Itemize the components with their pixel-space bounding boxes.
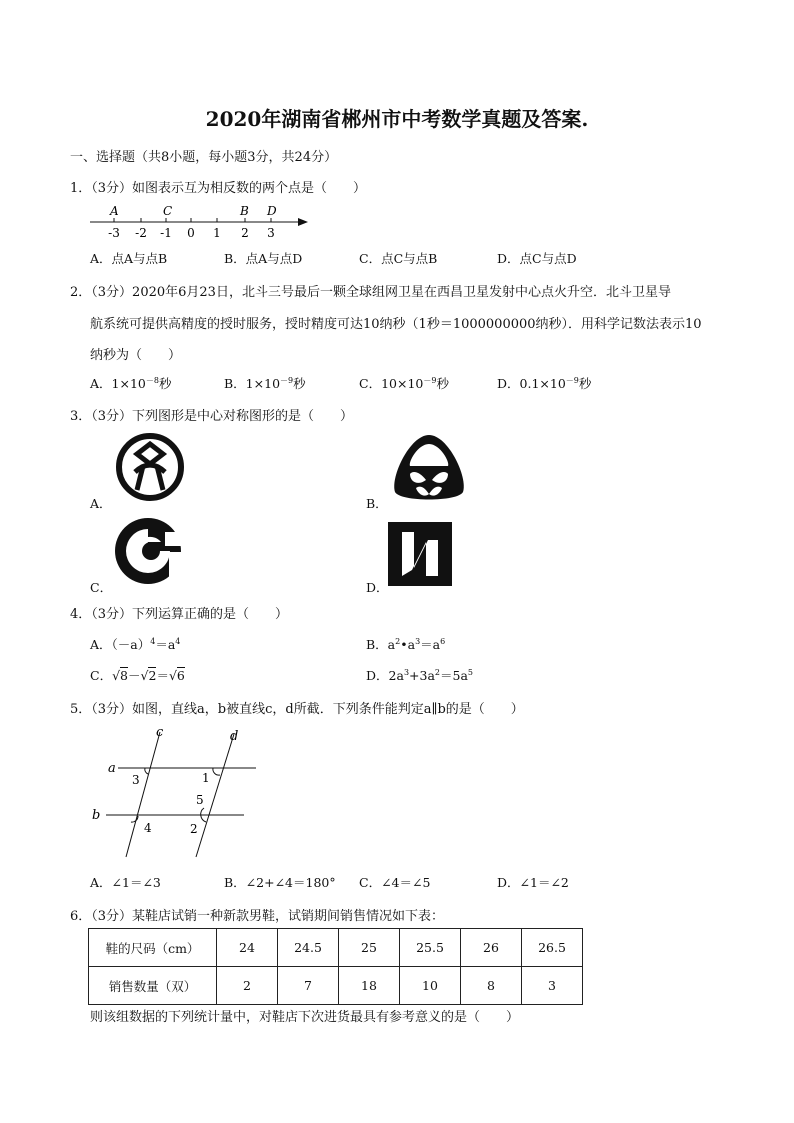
question-2-line2: 航系统可提供高精度的授时服务，授时精度可达10纳秒（1秒＝1000000000纳秒）．用科学记数法表示10 [90,317,702,332]
q3-label-d: D． [366,580,389,595]
figure-a-logo-icon [115,432,185,502]
question-1-stem: 1．（3分）如图表示互为相反数的两个点是（ ） [70,181,367,196]
point-label-b: B [240,204,249,218]
table-cell: 2 [217,967,278,1005]
table-row-header: 鞋的尺码（cm） [89,929,217,967]
label-a: a [108,761,116,776]
question-6-stem: 6．（3分）某鞋店试销一种新款男鞋，试销期间销售情况如下表： [70,909,445,924]
table-row [89,929,583,967]
figure-b-logo-icon [388,432,470,502]
tick-label: -2 [135,226,147,240]
question-5-stem: 5．（3分）如图，直线a，b被直线c，d所截．下列条件能判定a∥b的是（ ） [70,702,524,717]
q5-option-b: B．∠2+∠4＝180° [224,875,336,890]
q4-option-d: D．$2a^3+3a^2=5a^5$ [366,667,474,683]
number-line-figure [88,200,313,240]
q1-option-b: B．点A与点D [224,251,303,266]
table-row [89,967,583,1005]
table-cell: 7 [278,967,339,1005]
q2-option-a: A．$1\times 10^{-8}$秒 [90,375,172,391]
angle-4: 4 [144,821,152,835]
table-cell: 25.5 [400,929,461,967]
question-2-line3: 纳秒为（ ） [90,348,182,363]
tick-label: 1 [213,226,221,240]
table-row-header: 销售数量（双） [89,967,217,1005]
table-cell: 24 [217,929,278,967]
table-cell: 24.5 [278,929,339,967]
line-c [126,732,160,857]
q4-option-c: C．√8－√2＝√6 [90,668,185,683]
q5-option-c: C．∠4＝∠5 [359,875,431,890]
point-label-c: C [163,204,173,218]
question-3-stem: 3．（3分）下列图形是中心对称图形的是（ ） [70,409,354,424]
table-cell: 26.5 [522,929,583,967]
figure-d-logo-icon [388,522,452,586]
point-label-a: A [110,204,119,218]
question-2-line1: 2．（3分）2020年6月23日，北斗三号最后一颗全球组网卫星在西昌卫星发射中心点火升空．北斗卫星导 [70,285,671,300]
label-c: c [156,725,164,740]
shoe-sales-table [88,928,583,1005]
tick-label: -3 [108,226,120,240]
q2-option-b: B．$1\times 10^{-9}$秒 [224,375,306,391]
parallel-lines-figure [88,722,268,862]
table-cell: 3 [522,967,583,1005]
page-title: 2020年湖南省郴州市中考数学真题及答案. [205,107,589,131]
section-heading: 一、选择题（共8小题，每小题3分，共24分） [70,150,338,165]
angle-5: 5 [196,793,204,807]
sqrt-icon: √8 [112,668,128,683]
q3-label-a: A． [90,496,112,511]
q5-option-a: A．∠1＝∠3 [90,875,161,890]
table-cell: 10 [400,967,461,1005]
question-4-stem: 4．（3分）下列运算正确的是（ ） [70,607,289,622]
question-6-followup: 则该组数据的下列统计量中，对鞋店下次进货最具有参考意义的是（ ） [90,1010,520,1025]
tick-label: 0 [187,226,195,240]
label-d: d [230,729,239,744]
tick-label: -1 [160,226,172,240]
q3-label-b: B． [366,496,388,511]
q1-option-a: A．点A与点B [90,251,168,266]
angle-3: 3 [132,773,140,787]
q3-label-c: C． [90,580,113,595]
q4-option-b: B．$a^2•a^3=a^6$ [366,636,446,652]
figure-c-logo-icon [113,516,183,586]
point-label-d: D [267,204,277,218]
arrow-head-icon [298,218,308,226]
angle-1: 1 [202,771,210,785]
angle-2: 2 [190,822,198,836]
q5-option-d: D．∠1＝∠2 [497,875,569,890]
tick-label: 2 [241,226,249,240]
q1-option-d: D．点C与点D [497,251,577,266]
label-b: b [92,808,101,823]
q1-option-c: C．点C与点B [359,251,438,266]
q2-option-d: D．$0.1\times 10^{-9}$秒 [497,375,592,391]
table-cell: 26 [461,929,522,967]
table-cell: 8 [461,967,522,1005]
q4-option-a: A．$(-a)^4=a^4$ [90,636,181,652]
tick-label: 3 [267,226,275,240]
q2-option-c: C．$10\times 10^{-9}$秒 [359,375,449,391]
table-cell: 18 [339,967,400,1005]
table-cell: 25 [339,929,400,967]
